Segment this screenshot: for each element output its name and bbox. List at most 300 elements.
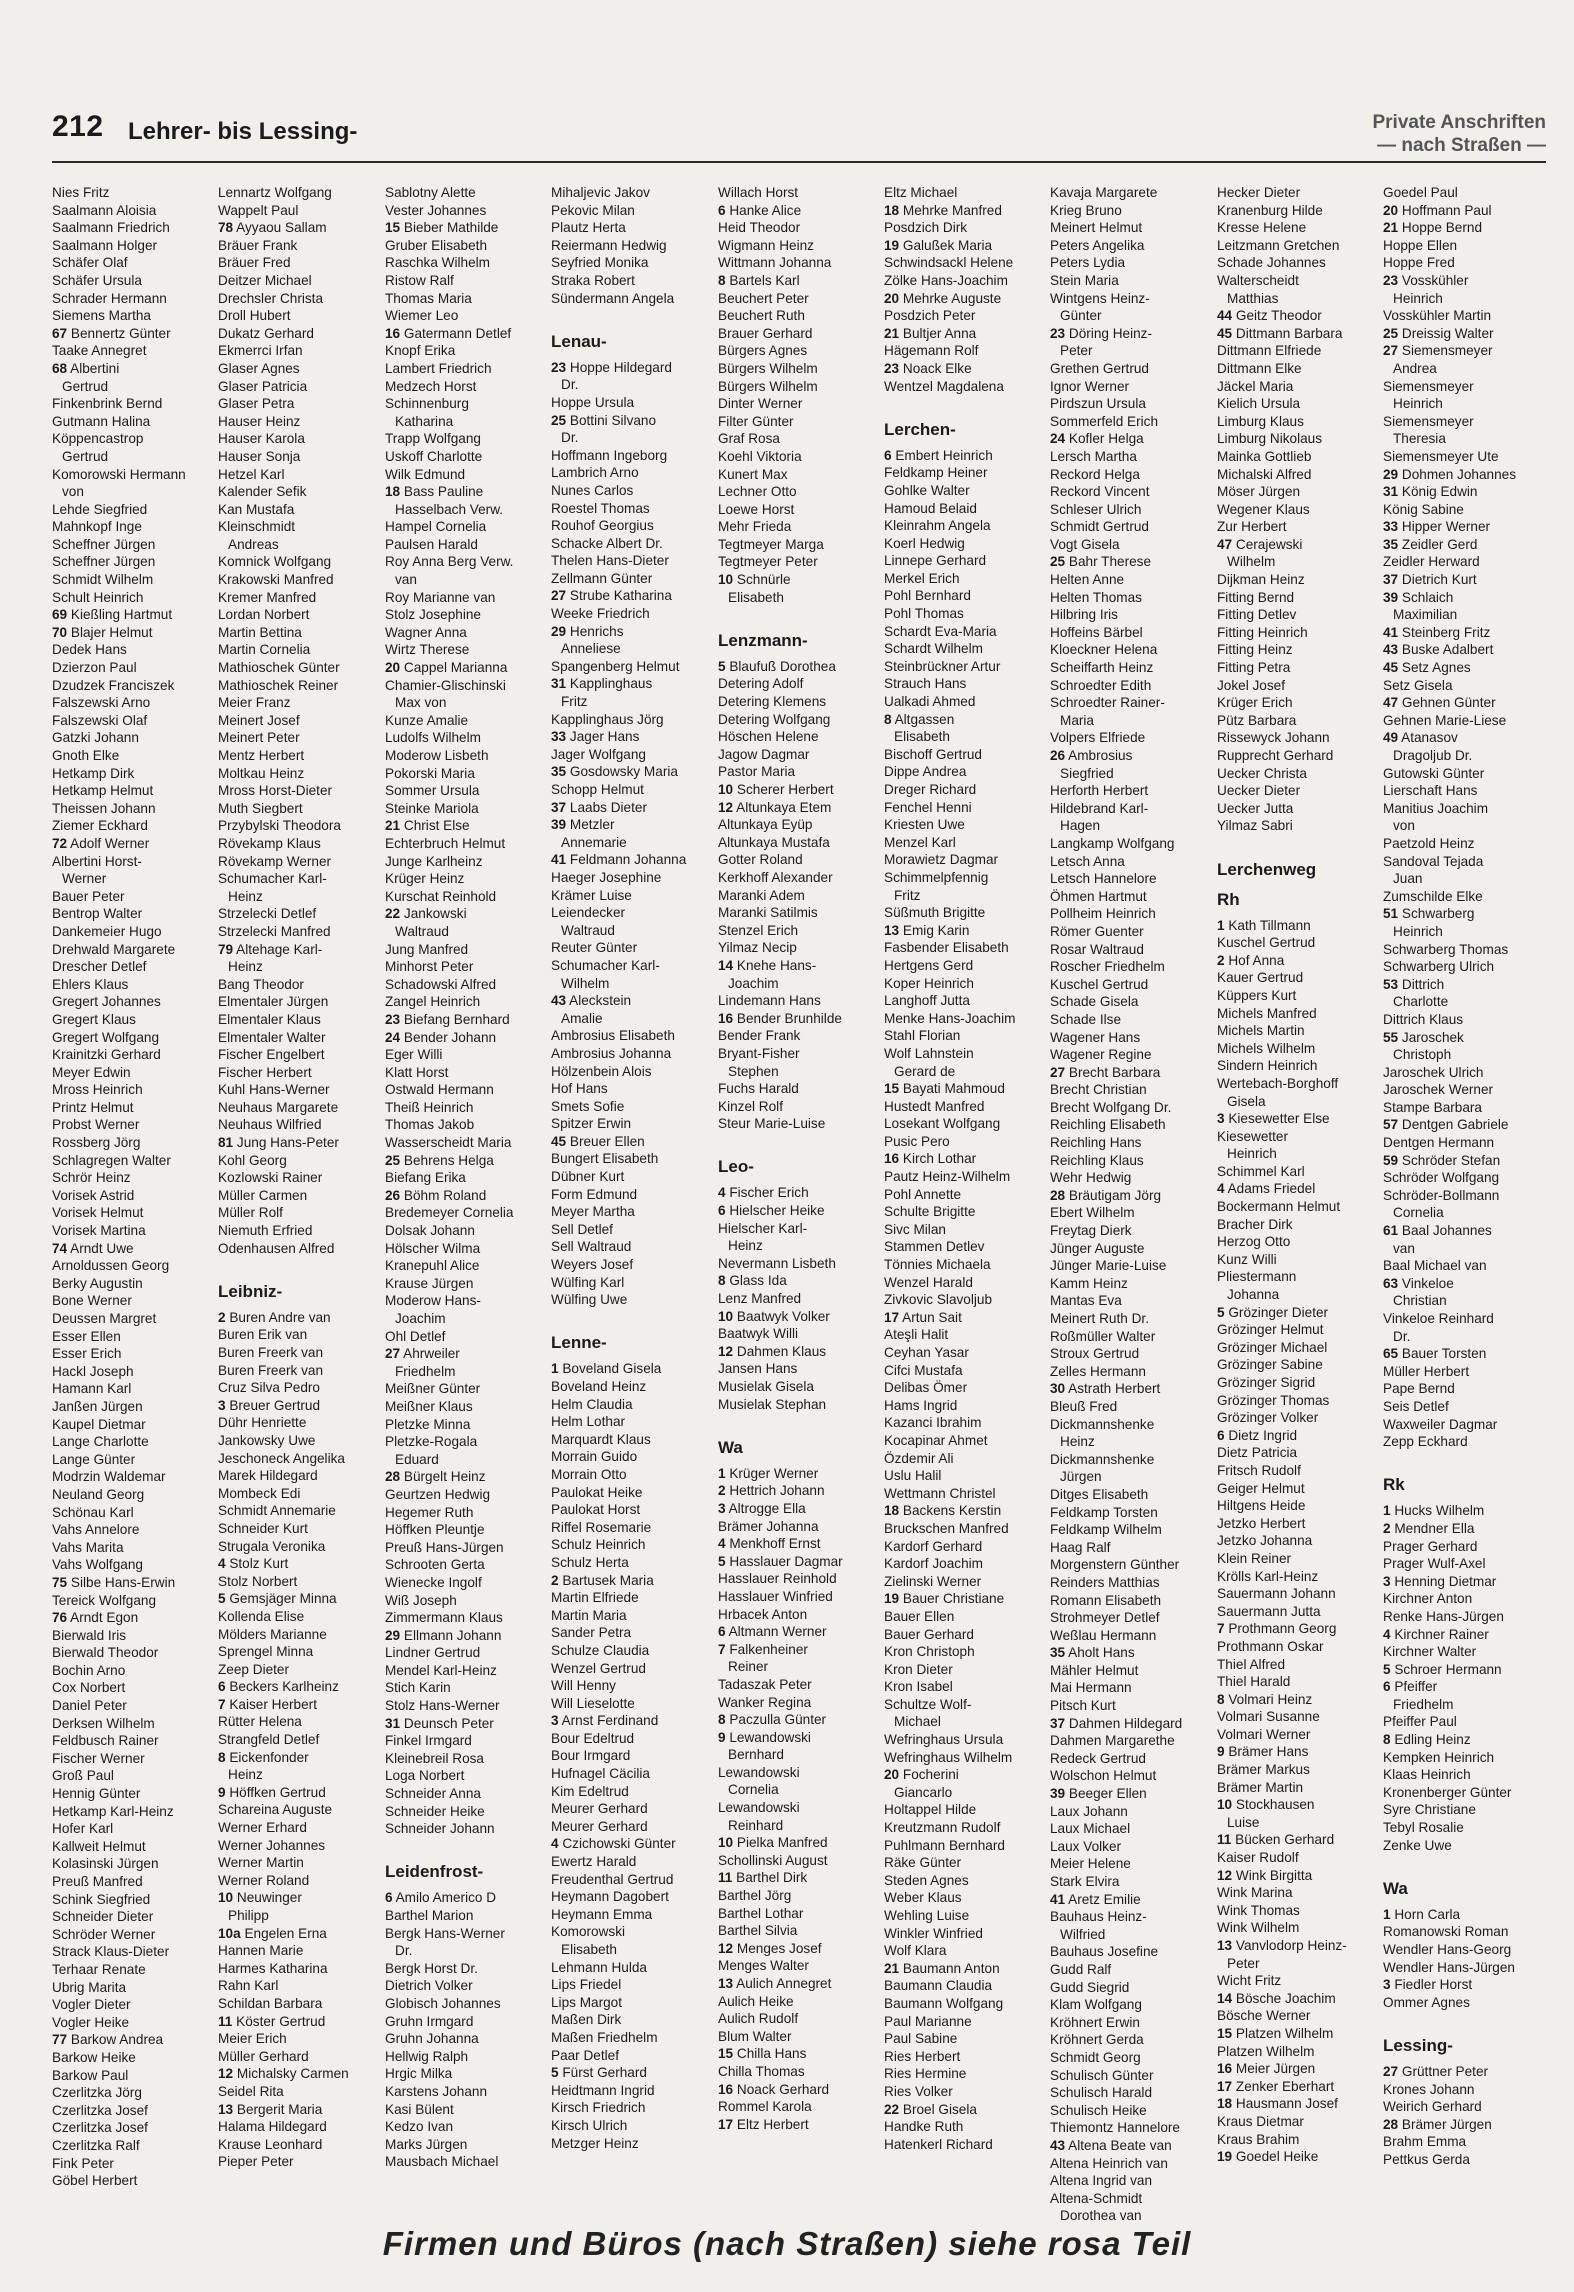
resident-entry: Glaser Patricia [218,378,308,394]
resident-entry: Zeidler Herward [1383,554,1480,570]
resident-entry: Dankemeier Hugo [52,923,162,939]
resident-entry: Thiel Alfred [1217,1656,1286,1672]
resident-entry: Dijkman Heinz [1217,572,1305,588]
house-number: 4 [1383,1626,1391,1642]
house-number: 5 [218,1591,226,1607]
resident-entry: Karstens Johann [385,2083,488,2099]
resident-entry: Paul Sabine [884,2031,958,2047]
house-number: 16 [385,325,401,341]
resident-entry: 31 Deunsch Peter [385,1715,494,1731]
house-number: 4 [218,1556,226,1572]
resident-entry: 4 Menkhoff Ernst [718,1536,821,1552]
resident-entry: Ommer Agnes [1383,1994,1470,2010]
resident-entry: Brecht Christian [1050,1082,1147,1098]
house-number: 39 [1383,589,1399,605]
resident-entry: Kresse Helene [1217,220,1307,236]
resident-entry: Stahl Florian [884,1028,961,1044]
resident-entry: 29 Ellmann Johann [385,1627,502,1643]
resident-entry: Tereick Wolfgang [52,1592,157,1608]
resident-entry: Hoffeins Bärbel [1050,624,1143,640]
resident-entry: Fink Peter [52,2155,114,2171]
resident-entry: Vinkeloe Reinhard [1383,1311,1494,1326]
resident-entry: Lechner Otto [718,484,797,500]
house-number: 12 [718,1940,734,1956]
resident-entry: Haeger Josephine [551,869,662,885]
resident-entry: 11 Köster Gertrud [218,2013,326,2029]
resident-entry: Aulich Heike [718,1993,794,2009]
resident-entry: Bruckschen Manfred [884,1520,1009,1536]
resident-entry: Beuchert Peter [718,290,809,306]
resident-entry: Weeke Friedrich [551,606,650,622]
house-number: 8 [718,272,726,288]
resident-entry: Morrain Guido [551,1449,638,1465]
resident-entry: 28 Brämer Jürgen [1383,2116,1492,2132]
house-number: 43 [1050,2137,1066,2153]
resident-entry: Paul Marianne [884,2013,972,2029]
house-number: 21 [884,1960,900,1976]
resident-entry: Meinert Josef [218,712,300,728]
resident-entry: Esser Erich [52,1346,122,1362]
house-number: 20 [884,1767,900,1783]
resident-entry: Lambert Friedrich [385,360,492,376]
resident-entry: Falszewski Arno [52,695,151,711]
resident-entry: Volmari Susanne [1217,1709,1320,1725]
resident-entry: 8 Altgassen [884,711,955,727]
house-number: 29 [551,623,567,639]
resident-entry: Strugala Veronika [218,1538,326,1554]
resident-entry: 67 Bennertz Günter [52,325,171,341]
resident-entry: Kron Isabel [884,1679,953,1695]
house-number: 3 [718,1500,726,1516]
resident-entry: 27 Ahrweiler [385,1346,460,1362]
resident-entry: Hetkamp Helmut [52,783,154,799]
resident-entry: Ries Volker [884,2083,953,2099]
resident-entry: Drescher Detlef [52,959,147,975]
resident-entry: Saalmann Holger [52,237,158,253]
resident-entry: Räke Günter [884,1855,962,1871]
resident-entry: Meier Helene [1050,1856,1131,1872]
resident-entry: Gotter Roland [718,852,803,868]
resident-entry: Kauer Gertrud [1217,970,1304,986]
house-number: 33 [551,729,567,745]
house-number: 8 [218,1749,226,1765]
resident-entry: 70 Blajer Helmut [52,624,153,640]
house-number: 13 [884,922,900,938]
resident-entry: Grözinger Michael [1217,1339,1328,1355]
resident-entry: Freudenthal Gertrud [551,1871,674,1887]
house-number: 37 [1050,1715,1066,1731]
resident-entry: Johanna [1227,1287,1280,1303]
resident-entry: Vogt Gisela [1050,536,1120,552]
resident-entry: Martin Elfriede [551,1590,639,1606]
house-number: 33 [1383,519,1399,535]
directory-column-7 [1050,184,1208,2225]
resident-entry: Thiemontz Hannelore [1050,2120,1180,2136]
resident-entry: Drehwald Margarete [52,941,176,957]
resident-entry: Kuschel Gertrud [1050,976,1149,992]
resident-entry: Dzudzek Franciszek [52,677,175,693]
resident-entry: 29 Dohmen Johannes [1383,466,1517,482]
house-number: 31 [1383,484,1399,500]
resident-entry: 31 König Edwin [1383,484,1478,500]
resident-entry: 4 Stolz Kurt [218,1556,289,1572]
resident-entry: Peter [1227,1955,1260,1971]
resident-entry: 35 Zeidler Gerd [1383,536,1478,552]
resident-entry: 1 Kath Tillmann [1217,917,1311,933]
resident-entry: Filter Günter [718,413,794,429]
resident-entry: Helten Thomas [1050,589,1142,605]
resident-entry: Bang Theodor [218,976,304,992]
resident-entry: Heid Theodor [718,220,801,236]
resident-entry: van [395,572,417,588]
resident-entry: Bockermann Helmut [1217,1199,1341,1215]
resident-entry: Hetkamp Karl-Heinz [52,1803,174,1819]
resident-entry: Klaas Heinrich [1383,1767,1471,1783]
resident-entry: Heinz [728,1238,763,1254]
house-number: 75 [52,1574,68,1590]
resident-entry: 18 Mehrke Manfred [884,202,1002,218]
resident-entry: 13 Vanvlodorp Heinz- [1217,1938,1347,1953]
resident-entry: Altena Heinrich van [1050,2155,1168,2171]
resident-entry: 3 Henning Dietmar [1383,1573,1497,1589]
resident-entry: 8 Eickenfonder [218,1749,309,1765]
resident-entry: Meier Erich [218,2031,287,2047]
resident-entry: 16 Kirch Lothar [884,1151,977,1167]
resident-entry: Elmentaler Walter [218,1029,326,1045]
resident-entry: Kleinschmidt [218,519,296,535]
resident-entry: Jäckel Maria [1217,378,1294,394]
resident-entry: Kloeckner Helena [1050,642,1158,658]
resident-entry: Bräuer Fred [218,255,291,271]
resident-entry: Vosskühler Martin [1383,308,1492,324]
resident-entry: 5 Fürst Gerhard [551,2065,647,2081]
resident-entry: Chilla Thomas [718,2063,805,2079]
resident-entry: Dübner Kurt [551,1169,625,1185]
resident-entry: Kapplinghaus Jörg [551,711,664,727]
resident-entry: Vogler Dieter [52,1997,131,2013]
section-heading-line-1: Private Anschriften [1372,112,1546,133]
resident-entry: Mombeck Edi [218,1485,301,1501]
resident-entry: Renke Hans-Jürgen [1383,1608,1504,1624]
resident-entry: Strzelecki Detlef [218,906,317,922]
resident-entry: 2 Bartusek Maria [551,1572,654,1588]
resident-entry: Schröder Wolfgang [1383,1170,1500,1186]
resident-entry: Göbel Herbert [52,2173,138,2189]
resident-entry: 8 Paczulla Günter [718,1712,827,1728]
resident-entry: Krölls Karl-Heinz [1217,1568,1319,1584]
resident-entry: Heymann Dagobert [551,1889,669,1905]
resident-entry: Kirsch Ulrich [551,2117,628,2133]
resident-entry: Finkenbrink Bernd [52,396,163,412]
resident-entry: Hagen [1060,818,1101,834]
resident-entry: Mathioschek Reiner [218,677,339,693]
resident-entry: Kaiser Rudolf [1217,1850,1299,1866]
resident-entry: Fitting Detlev [1217,607,1297,623]
resident-entry: 27 Brecht Barbara [1050,1064,1161,1080]
house-number: 14 [718,957,734,973]
resident-entry: 74 Arndt Uwe [52,1240,134,1256]
resident-entry: Muth Siegbert [218,800,303,816]
house-number: 10 [1217,1797,1233,1813]
house-number: 20 [385,660,401,676]
resident-entry: 41 Aretz Emilie [1050,1891,1141,1907]
resident-entry: Smets Sofie [551,1098,625,1114]
resident-entry: 11 Bücken Gerhard [1217,1832,1335,1848]
resident-entry: Stolz Norbert [218,1573,298,1589]
resident-entry: Neuhaus Wilfried [218,1117,322,1133]
resident-entry: Reinhard [728,1817,784,1833]
resident-entry: Baatwyk Willi [718,1326,799,1342]
resident-entry: Pletzke Minna [385,1416,471,1432]
resident-entry: 1 Boveland Gisela [551,1361,662,1377]
resident-entry: Joachim [728,975,779,991]
resident-entry: Mainka Gottlieb [1217,448,1312,464]
resident-entry: Amalie [561,1010,603,1026]
house-number: 23 [884,360,900,376]
house-number: 25 [1383,325,1399,341]
resident-entry: Waltraud [395,923,449,939]
house-number: 78 [218,220,234,236]
resident-entry: 23 Noack Elke [884,360,972,376]
resident-entry: Volpers Elfriede [1050,730,1146,746]
resident-entry: Grethen Gertrud [1050,360,1149,376]
house-number: 6 [718,202,726,218]
resident-entry: 7 Kaiser Herbert [218,1696,317,1712]
resident-entry: Paetzold Heinz [1383,835,1475,851]
resident-entry: Klein Reiner [1217,1550,1292,1566]
house-number: 53 [1383,976,1399,992]
house-number: 13 [718,1976,734,1991]
resident-entry: 33 Hipper Werner [1383,519,1491,535]
resident-entry: Pape Bernd [1383,1381,1455,1397]
resident-entry: Kirsch Friedrich [551,2100,646,2116]
resident-entry: Paulsen Harald [385,536,478,552]
resident-entry: Dühr Henriette [218,1415,307,1431]
house-number: 19 [884,237,900,253]
resident-entry: Mai Hermann [1050,1680,1132,1696]
resident-entry: Taake Annegret [52,343,147,359]
resident-entry: Fasbender Elisabeth [884,940,1009,956]
house-number: 77 [52,2032,68,2048]
resident-entry: Scheiffarth Heinz [1050,660,1154,676]
resident-entry: 39 Metzler [551,817,615,833]
resident-entry: Pieper Peter [218,2154,294,2170]
resident-entry: Friedhelm [395,1363,456,1379]
resident-entry: 19 Bauer Christiane [884,1591,1005,1607]
resident-entry: Schulisch Harald [1050,2085,1152,2101]
resident-entry: 6 Hanke Alice [718,202,802,218]
resident-entry: Maranki Satilmis [718,905,818,921]
resident-entry: Mantas Eva [1050,1293,1122,1309]
resident-entry: Reinders Matthias [1050,1574,1160,1590]
resident-entry: Krieg Bruno [1050,202,1122,218]
resident-entry: Wilfried [1060,1926,1106,1942]
resident-entry: 28 Bräutigam Jörg [1050,1187,1162,1203]
resident-entry: Mross Heinrich [52,1082,143,1098]
resident-entry: Schlagregen Walter [52,1152,171,1168]
resident-entry: Form Edmund [551,1186,638,1202]
resident-entry: Baumann Wolfgang [884,1995,1004,2011]
resident-entry: Setz Gisela [1383,677,1453,693]
house-number: 23 [551,359,567,375]
house-number: 76 [52,1610,68,1626]
house-number: 21 [884,325,900,341]
house-number: 24 [1050,431,1066,447]
resident-entry: Krüger Heinz [385,871,465,887]
resident-entry: Komnick Wolfgang [218,554,332,570]
resident-entry: Eduard [395,1451,439,1467]
resident-entry: Hasslauer Winfried [718,1588,833,1604]
resident-entry: 43 Altena Beate van [1050,2137,1172,2153]
street-heading: Lerchenweg [1217,859,1317,879]
resident-entry: Schrör Heinz [52,1170,131,1186]
resident-entry: Kleinrahm Angela [884,518,991,534]
resident-entry: Kerkhoff Alexander [718,869,833,885]
resident-entry: Öhmen Hartmut [1050,888,1147,904]
resident-entry: Anneliese [561,641,621,657]
house-number: 18 [884,1503,900,1519]
resident-entry: 16 Noack Gerhard [718,2081,830,2097]
resident-entry: Feldkamp Heiner [884,465,988,481]
resident-entry: Schildan Barbara [218,1995,323,2011]
resident-entry: Rosar Waltraud [1050,941,1144,957]
directory-column-8 [1217,184,1375,2166]
house-number: 19 [884,1591,900,1607]
resident-entry: 4 Czichowski Günter [551,1836,676,1852]
resident-entry: Altena Ingrid van [1050,2173,1153,2189]
resident-entry: Dittmann Elke [1217,360,1302,376]
directory-column-6 [884,184,1042,2153]
house-number: 1 [718,1465,726,1481]
resident-entry: Eger Willi [385,1047,443,1063]
resident-entry: 33 Jager Hans [551,729,640,745]
resident-entry: 25 Bottini Silvano [551,412,657,428]
resident-entry: Lenz Manfred [718,1291,802,1307]
resident-entry: Wink Marina [1217,1885,1293,1901]
resident-entry: Elmentaler Klaus [218,1011,321,1027]
resident-entry: 30 Astrath Herbert [1050,1381,1161,1397]
resident-entry: Bender Frank [718,1028,801,1044]
resident-entry: Sauermann Johann [1217,1586,1336,1602]
resident-entry: Gregert Wolfgang [52,1029,160,1045]
resident-entry: Ualkadi Ahmed [884,694,976,710]
resident-entry: Hofer Karl [52,1821,114,1837]
resident-entry: 25 Dreissig Walter [1383,325,1494,341]
resident-entry: Schroedter Edith [1050,677,1152,693]
resident-entry: Ateşli Halit [884,1327,949,1343]
resident-entry: Kurschat Reinhold [385,888,497,904]
resident-entry: Lordan Norbert [218,607,310,623]
house-number: 39 [1050,1786,1066,1802]
resident-entry: Geiger Helmut [1217,1480,1305,1496]
street-heading: Wa [718,1437,743,1457]
house-number: 23 [385,1011,401,1027]
resident-entry: Gerard de [894,1063,956,1079]
resident-entry: Kohl Georg [218,1152,287,1168]
resident-entry: Joachim [395,1311,446,1326]
resident-entry: Bierwald Theodor [52,1645,159,1661]
resident-entry: Zeep Dieter [218,1661,290,1677]
house-number: 49 [1383,730,1399,746]
resident-entry: Kraus Dietmar [1217,2113,1304,2129]
house-number: 22 [385,906,401,922]
spacer [551,307,709,325]
resident-entry: 37 Laabs Dieter [551,799,647,815]
resident-entry: Lehmann Hulda [551,1959,647,1975]
resident-entry: Steur Marie-Luise [718,1116,826,1132]
resident-entry: Heinz [228,888,263,904]
resident-entry: Zepp Eckhard [1383,1434,1468,1450]
resident-entry: Walterscheidt [1217,272,1299,288]
resident-entry: Stenzel Erich [718,922,799,938]
resident-entry: Komorowski [551,1924,626,1940]
resident-entry: Schulisch Günter [1050,2067,1154,2083]
resident-entry: Krones Johann [1383,2081,1475,2097]
resident-entry: 10 Stockhausen [1217,1797,1315,1813]
resident-entry: 15 Bayati Mahmoud [884,1081,1005,1097]
address-columns [52,184,1546,2224]
resident-entry: Schardt Eva-Maria [884,623,997,639]
house-number: 39 [551,817,567,833]
resident-entry: Roy Marianne van [385,589,496,605]
resident-entry: 15 Bieber Mathilde [385,220,499,236]
resident-entry: 25 Behrens Helga [385,1152,494,1168]
resident-entry: 26 Ambrosius [1050,748,1133,763]
resident-entry: Reiermann Hedwig [551,237,667,253]
resident-entry: Hildebrand Karl- [1050,800,1149,816]
resident-entry: Kriesten Uwe [884,817,965,833]
house-number: 4 [718,1185,726,1201]
house-number: 28 [385,1469,401,1485]
resident-entry: 2 Hettrich Johann [718,1483,825,1499]
resident-entry: Tegtmeyer Peter [718,554,818,570]
resident-entry: Hannen Marie [218,1943,304,1959]
house-number: 5 [1383,1661,1391,1677]
resident-entry: Hertgens Gerd [884,957,974,973]
resident-entry: Pastor Maria [718,764,796,780]
resident-entry: Zimmermann Klaus [385,1610,503,1626]
resident-entry: Dippe Andrea [884,764,967,780]
resident-entry: Bierwald Iris [52,1627,127,1643]
resident-entry: Mölders Marianne [218,1626,327,1642]
resident-entry: Jansen Hans [718,1361,798,1377]
resident-entry: Bürgers Wilhelm [718,378,818,394]
house-number: 12 [718,799,734,815]
resident-entry: Dittmann Elfriede [1217,343,1322,359]
resident-entry: 16 Meier Jürgen [1217,2061,1316,2077]
resident-entry: Laux Volker [1050,1838,1122,1854]
resident-entry: Christian [1393,1293,1447,1309]
resident-entry: Pohl Annette [884,1186,962,1202]
resident-entry: Derksen Wilhelm [52,1715,155,1731]
house-number: 69 [52,607,68,623]
resident-entry: 18 Bass Pauline [385,484,484,500]
resident-entry: 10 Neuwinger [218,1890,302,1906]
resident-entry: Brämer Markus [1217,1762,1310,1778]
resident-entry: Barkow Heike [52,2049,136,2065]
resident-entry: Marquardt Klaus [551,1431,651,1447]
house-number: 17 [1217,2078,1233,2094]
resident-entry: Menzel Karl [884,834,956,850]
resident-entry: Kim Edeltrud [551,1783,629,1799]
resident-entry: Bour Edeltrud [551,1730,635,1746]
resident-entry: Wilk Edmund [385,466,466,482]
house-number: 6 [385,1890,393,1906]
resident-entry: Bour Irmgard [551,1748,631,1764]
resident-entry: Fritz [561,694,588,710]
resident-entry: Kedzo Ivan [385,2119,454,2135]
house-number: 6 [1217,1427,1225,1443]
